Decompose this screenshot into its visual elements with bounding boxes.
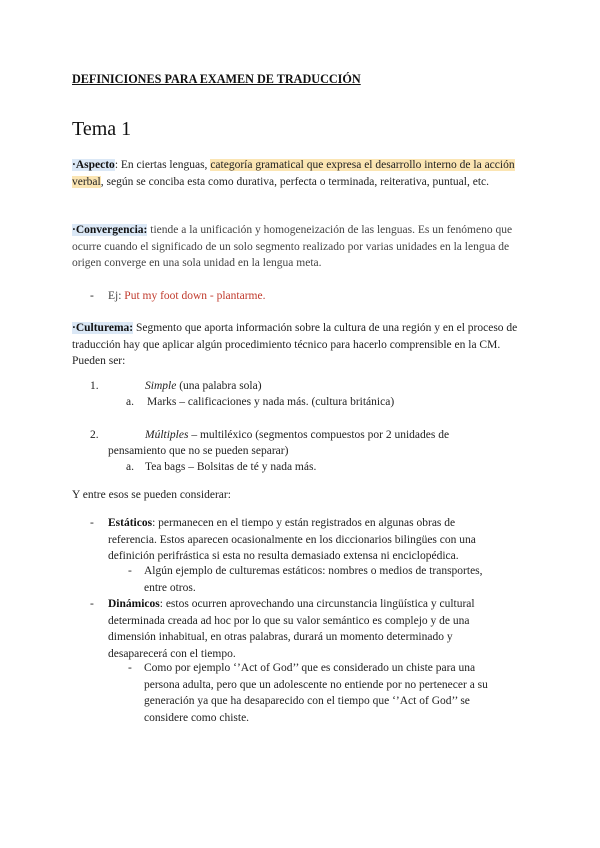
dinamicos-example: Como por ejemplo ‘’Act of God’’ que es considerado un chiste para una persona adulta, pero que un adolescente no entiende por no pertenecer a su generación ya que ha desaparecido con el tiempo que ‘’Act of God’’ se considere como chiste. — [144, 662, 488, 724]
section-heading: Tema 1 — [72, 118, 132, 140]
highlighted-definition: categoría gramatical que expresa el desarrollo interno de la acción verbal — [72, 159, 515, 188]
estaticos-example: Algún ejemplo de culturemas estáticos: nombres o medios de transportes, entre otros. — [144, 565, 483, 594]
sub-bullet-dash: - — [128, 565, 132, 577]
list-number-1: 1. — [90, 380, 99, 392]
consider-text: Y entre esos se pueden considerar: — [72, 489, 231, 501]
term-culturema: ·Culturema: — [72, 322, 134, 334]
example-dash: - — [90, 290, 94, 302]
list-item-simple: Simple (una palabra sola) — [145, 380, 262, 392]
definition-aspecto: ·Aspecto: En ciertas lenguas, categoría gramatical que expresa el desarrollo interno de la acción verbal, según se conciba esta como durativa, perfecta o terminada, reiterativa, puntual, etc. — [72, 159, 515, 188]
term-dinamicos: Dinámicos — [108, 598, 160, 610]
sub-bullet-dash: - — [128, 662, 132, 674]
definition-convergencia: ·Convergencia: tiende a la unificación y homogeneización de las lenguas. Es un fenómeno que ocurre cuando el significado de un solo segmento realizado por varias unidades en la lengua de origen converge en una sola unidad en la lengua meta. — [72, 224, 513, 269]
list-item-multiples-cont: pensamiento que no se pueden separar) — [108, 445, 289, 457]
term-estaticos: Estáticos — [108, 517, 153, 529]
list-item-multiples: Múltiples – multiléxico (segmentos compuestos por 2 unidades de — [145, 429, 450, 441]
convergencia-example: Ej: Put my foot down - plantarme. — [108, 290, 266, 302]
term-aspecto: ·Aspecto — [72, 159, 115, 171]
list-number-2: 2. — [90, 429, 99, 441]
list-letter-a-2: a. — [126, 461, 134, 473]
list-subitem-tea-bags: Tea bags – Bolsitas de té y nada más. — [145, 461, 317, 473]
document-title: DEFINICIONES PARA EXAMEN DE TRADUCCIÓN — [72, 72, 361, 86]
estaticos-item: Estáticos: permanecen en el tiempo y están registrados en algunas obras de referencia. Estos aparecen ocasionalmente en los diccionarios bilingües con una definición perifrástica si esta no resulta demasiado extensa ni enciclopédica. — [108, 517, 476, 562]
dinamicos-item: Dinámicos: estos ocurren aprovechando una circunstancia lingüística y cultural determinada creada ad hoc por lo que su valor semántico es complejo y de una dimensión inhabitual, en otras palabras, durará un momento determinado y desaparecerá con el tiempo. — [108, 598, 475, 660]
definition-culturema: ·Culturema: Segmento que aporta información sobre la cultura de una región y en el proceso de traducción hay que aplicar algún procedimiento técnico para hacerlo comprensible en la CM. Pueden ser: — [72, 322, 518, 367]
term-convergencia: ·Convergencia: — [72, 224, 148, 236]
bullet-dash: - — [90, 517, 94, 529]
bullet-dash: - — [90, 598, 94, 610]
list-letter-a: a. — [126, 396, 134, 408]
list-subitem-marks: Marks – calificaciones y nada más. (cultura británica) — [147, 396, 395, 408]
